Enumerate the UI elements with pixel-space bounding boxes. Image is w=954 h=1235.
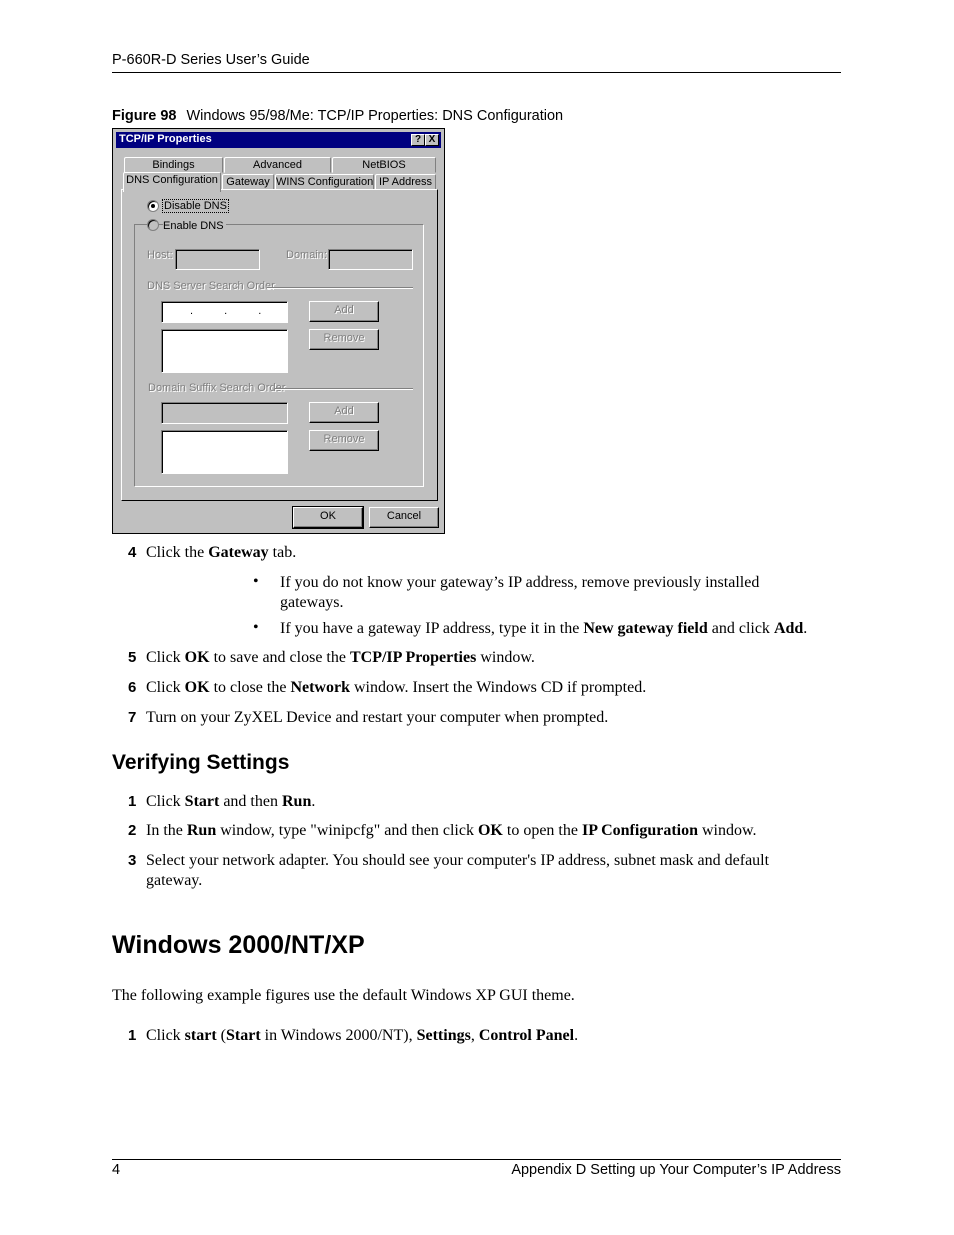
step-number: 2 <box>128 822 137 839</box>
verify-step-2-text: In the Run window, type "winipcfg" and then click OK to open the IP Configuration window. <box>146 822 757 839</box>
step-number: 4 <box>128 544 137 561</box>
domain-label: Domain: <box>286 249 327 261</box>
help-button[interactable]: ? <box>411 134 425 146</box>
section-heading: Verifying Settings <box>112 751 290 774</box>
host-label: Host: <box>147 249 173 261</box>
step-5-text: Click OK to save and close the TCP/IP Properties window. <box>146 649 535 666</box>
disable-dns-radio[interactable] <box>147 200 159 212</box>
suffix-order-separator <box>275 388 413 390</box>
figure-caption-text: Windows 95/98/Me: TCP/IP Properties: DNS Configuration <box>186 108 564 124</box>
bullet-marker: • <box>253 619 259 636</box>
figure-caption <box>112 108 563 124</box>
tab-panel <box>121 189 438 501</box>
bullet-item: If you do not know your gateway’s IP address, remove previously installed gateways. <box>280 574 760 611</box>
dialog-title: TCP/IP Properties <box>119 133 212 145</box>
intro-paragraph: The following example figures use the default Windows XP GUI theme. <box>112 987 575 1004</box>
tcpip-properties-dialog <box>112 128 445 534</box>
xp-step-1-text: Click start (Start in Windows 2000/NT), Settings, Control Panel. <box>146 1027 579 1044</box>
dns-remove-button[interactable]: Remove <box>309 329 379 350</box>
suffix-add-button[interactable]: Add <box>309 402 379 423</box>
step-4-text: Click the Gateway tab. <box>146 544 297 561</box>
tab-wins-configuration[interactable]: WINS Configuration <box>276 176 374 188</box>
footer-chapter: Appendix D Setting up Your Computer’s IP Address <box>511 1162 841 1178</box>
step-number: 7 <box>128 709 137 726</box>
dns-server-ip-input[interactable]: . . . <box>161 301 288 323</box>
step-number: 3 <box>128 852 137 869</box>
verify-step-1-text: Click Start and then Run. <box>146 793 316 810</box>
host-input[interactable] <box>175 249 260 270</box>
running-header: P-660R-D Series User’s Guide <box>112 52 310 68</box>
tab-bindings[interactable]: Bindings <box>124 157 223 173</box>
suffix-order-label: Domain Suffix Search Order <box>148 382 286 394</box>
footer-rule <box>112 1159 841 1160</box>
dns-order-separator <box>267 287 413 289</box>
figure-label: Figure 98 <box>112 108 177 124</box>
step-6-text: Click OK to close the Network window. Insert the Windows CD if prompted. <box>146 679 647 696</box>
section-heading: Windows 2000/NT/XP <box>112 931 365 959</box>
tab-gateway[interactable]: Gateway <box>222 174 274 190</box>
enable-dns-label: Enable DNS <box>163 220 224 232</box>
title-bar <box>116 132 441 148</box>
dns-order-label: DNS Server Search Order <box>147 280 275 292</box>
tab-advanced[interactable]: Advanced <box>224 157 331 173</box>
step-number: 1 <box>128 1027 137 1044</box>
disable-dns-label: Disable DNS <box>164 200 227 212</box>
step-number: 1 <box>128 793 137 810</box>
enable-dns-radio[interactable] <box>147 219 159 231</box>
step-number: 5 <box>128 649 137 666</box>
verify-step-3-text: Select your network adapter. You should see your computer's IP address, subnet mask and default gateway. <box>146 852 770 889</box>
close-icon[interactable]: X <box>425 134 439 146</box>
domain-suffix-list[interactable] <box>161 430 288 474</box>
header-rule <box>112 72 841 73</box>
dns-add-button[interactable]: Add <box>309 301 379 322</box>
domain-suffix-input[interactable] <box>161 402 288 424</box>
step-7-text: Turn on your ZyXEL Device and restart your computer when prompted. <box>146 709 609 726</box>
bullet-item: If you have a gateway IP address, type it in the New gateway field and click Add. <box>280 620 808 637</box>
cancel-button[interactable]: Cancel <box>369 507 439 528</box>
domain-input[interactable] <box>328 249 413 270</box>
bullet-marker: • <box>253 573 259 590</box>
ok-button[interactable]: OK <box>293 507 363 528</box>
step-number: 6 <box>128 679 137 696</box>
tab-dns-configuration[interactable]: DNS Configuration <box>123 172 221 192</box>
page-number: 4 <box>112 1162 121 1178</box>
dns-server-list[interactable] <box>161 329 288 373</box>
tab-ip-address[interactable]: IP Address <box>375 174 436 190</box>
suffix-remove-button[interactable]: Remove <box>309 430 379 451</box>
tab-netbios[interactable]: NetBIOS <box>332 157 436 173</box>
